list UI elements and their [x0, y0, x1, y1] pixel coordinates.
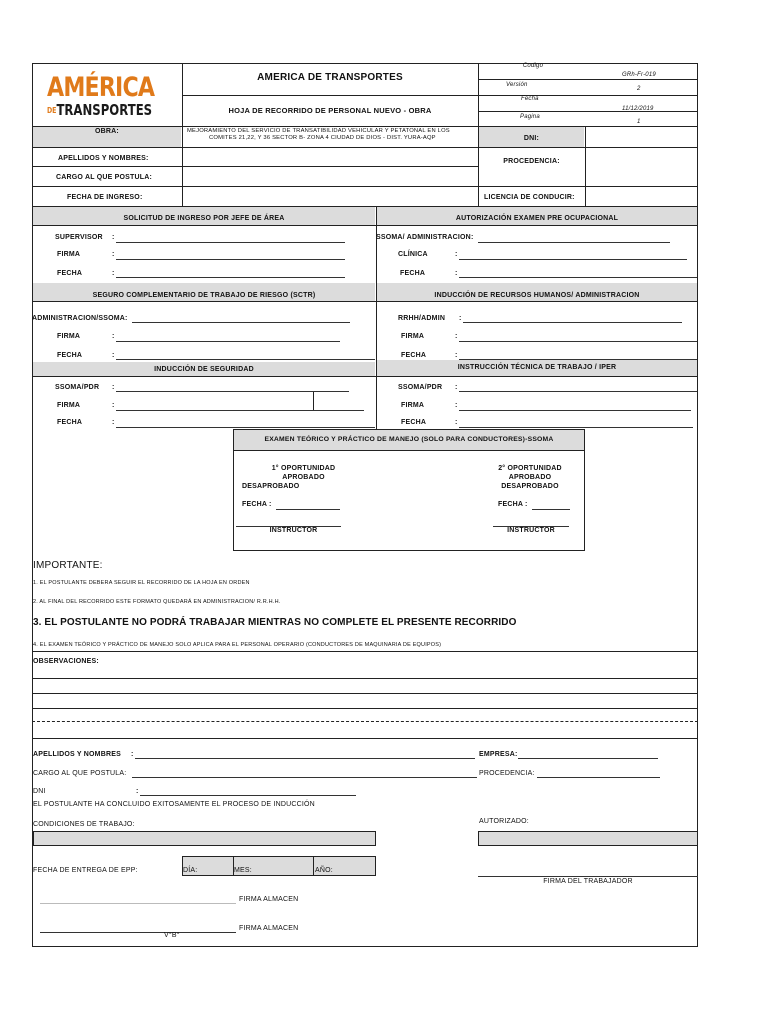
admin-ssoma-label: ADMINISTRACION/SSOMA:	[32, 315, 128, 322]
firma-label: FIRMA	[401, 402, 425, 409]
rrhh-admin-label: RRHH/ADMIN	[398, 315, 446, 322]
importante-title: IMPORTANTE:	[33, 560, 103, 571]
colon: :	[112, 333, 115, 340]
footer-apellidos-line[interactable]	[135, 758, 475, 759]
footer-cargo-line[interactable]	[132, 777, 477, 778]
exam-op1-fecha: FECHA :	[242, 501, 272, 508]
anio-label: AÑO:	[315, 867, 333, 874]
colon: :	[455, 251, 458, 258]
fecha-label: FECHA	[57, 419, 83, 426]
version-value: 2	[637, 86, 641, 92]
sctr-heading: SEGURO COMPLEMENTARIO DE TRABAJO DE RIESGO (SCTR)	[92, 292, 316, 299]
exam-op2-instructor: INSTRUCTOR	[507, 527, 555, 534]
instruccion-heading: INSTRUCCIÓN TÉCNICA DE TRABAJO / IPER	[457, 364, 617, 371]
epp-divider	[313, 856, 314, 876]
licencia-label: LICENCIA DE CONDUCIR:	[484, 194, 575, 201]
exam-op1-aprobado: APROBADO	[282, 474, 325, 481]
grid-line	[585, 126, 586, 206]
admin-ssoma-line[interactable]	[132, 322, 350, 323]
firma-trabajador-line[interactable]	[478, 876, 698, 877]
fecha-line[interactable]	[459, 277, 697, 278]
version-label: Versión	[506, 82, 528, 88]
note-1: 1. EL POSTULANTE DEBERA SEGUIR EL RECORRIDO DE LA HOJA EN ORDEN	[33, 580, 250, 586]
header-divider	[478, 95, 698, 96]
header-divider	[478, 111, 698, 112]
colon: :	[112, 270, 115, 277]
procedencia-label: PROCEDENCIA:	[503, 158, 560, 165]
observaciones-line[interactable]	[32, 678, 698, 679]
footer-apellidos-label: APELLIDOS Y NOMBRES	[33, 751, 121, 758]
exam-op2-fecha-line[interactable]	[532, 509, 570, 510]
colon: :	[131, 751, 134, 758]
grid-line	[32, 376, 698, 377]
obra-label: OBRA:	[95, 128, 119, 135]
ssoma-admin-label: SSOMA/ ADMINISTRACION:	[376, 234, 474, 241]
fecha-line[interactable]	[116, 277, 345, 278]
exam-op1: 1° OPORTUNIDAD	[271, 465, 336, 472]
dia-label: DÍA:	[183, 867, 198, 874]
cut-line	[32, 721, 698, 722]
condiciones-label: CONDICIONES DE TRABAJO:	[33, 821, 135, 828]
note-3: 3. EL POSTULANTE NO PODRÁ TRABAJAR MIENTRAS NO COMPLETE EL PRESENTE RECORRIDO	[33, 617, 517, 628]
grid-line	[32, 186, 698, 187]
fecha-ingreso-label: FECHA DE INGRESO:	[67, 194, 143, 201]
mes-label: MES:	[234, 867, 252, 874]
colon: :	[455, 402, 458, 409]
rrhh-admin-line[interactable]	[463, 322, 682, 323]
fecha-label: FECHA	[57, 270, 83, 277]
company-name: AMERICA DE TRANSPORTES	[257, 72, 403, 83]
colon: :	[112, 352, 115, 359]
fecha-epp-field[interactable]	[182, 856, 376, 876]
fecha-epp-label: FECHA DE ENTREGA DE EPP:	[33, 867, 138, 874]
colon: :	[455, 419, 458, 426]
firma-trabajador-label: FIRMA DEL TRABAJADOR	[543, 878, 633, 885]
exam-op1-instructor: INSTRUCTOR	[269, 527, 318, 534]
exam-title: EXAMEN TEÓRICO Y PRÁCTICO DE MANEJO (SOLO PARA CONDUCTORES)-SSOMA	[264, 436, 554, 443]
exam-op2: 2° OPORTUNIDAD	[498, 465, 562, 472]
grid-line	[32, 147, 698, 148]
grid-line	[32, 166, 478, 167]
autorizacion-heading: AUTORIZACIÓN EXAMEN PRE OCUPACIONAL	[455, 215, 619, 222]
supervisor-line[interactable]	[116, 242, 345, 243]
codigo-value: GRh-Fr-019	[622, 72, 656, 78]
colon: :	[459, 315, 462, 322]
induccion-seguridad-heading: INDUCCIÓN DE SEGURIDAD	[154, 366, 254, 373]
exam-op2-aprobado: APROBADO	[508, 474, 552, 481]
colon: :	[136, 788, 139, 795]
autorizado-field[interactable]	[478, 831, 698, 846]
firma-line[interactable]	[116, 259, 345, 260]
ssoma-admin-line[interactable]	[478, 242, 670, 243]
ssoma-pdr-line[interactable]	[116, 391, 349, 392]
obra-value-line2: COMITES 21,22, Y 36 SECTOR B- ZONA 4 CIUDAD DE DIOS - DIST. YURA-AQP	[209, 135, 436, 141]
firma-line[interactable]	[116, 341, 340, 342]
footer-dni-label: DNI	[33, 788, 46, 795]
grid-line	[32, 225, 698, 226]
pagina-label: Pagina	[520, 114, 540, 120]
note-2: 2. AL FINAL DEL RECORRIDO ESTE FORMATO QUEDARÁ EN ADMINISTRACION/ R.R.H.H.	[33, 599, 281, 605]
vb-label: V°B°	[164, 932, 180, 939]
obra-value-line1: MEJORAMIENTO DEL SERVICIO DE TRANSATIBILIDAD VEHICULAR Y PETATONAL EN LOS	[187, 128, 450, 134]
footer-dni-line[interactable]	[140, 795, 356, 796]
observaciones-label: OBSERVACIONES:	[33, 658, 99, 665]
colon: :	[455, 352, 458, 359]
firma-almacen-label: FIRMA ALMACEN	[239, 896, 299, 903]
grid-line	[32, 738, 698, 739]
colon: :	[455, 384, 458, 391]
clinica-line[interactable]	[459, 259, 687, 260]
fecha-line[interactable]	[116, 427, 375, 428]
fecha-value: 11/12/2019	[622, 106, 654, 112]
cargo-label: CARGO AL QUE POSTULA:	[56, 174, 152, 181]
observaciones-line[interactable]	[32, 693, 698, 694]
header-divider	[182, 95, 478, 96]
header-divider	[478, 79, 698, 80]
ssoma-pdr-line[interactable]	[459, 391, 697, 392]
firma-line[interactable]	[459, 341, 697, 342]
codigo-label: Codigo	[522, 63, 544, 69]
rrhh-heading: INDUCCIÓN DE RECURSOS HUMANOS/ ADMINISTRACION	[434, 292, 640, 299]
grid-line	[32, 301, 698, 302]
exam-op1-desaprobado: DESAPROBADO	[242, 483, 300, 490]
condiciones-field[interactable]	[33, 831, 376, 846]
solicitud-heading: SOLICITUD DE INGRESO POR JEFE DE ÁREA	[123, 215, 285, 222]
firma-almacen-line[interactable]	[40, 903, 236, 904]
dni-label: DNI:	[523, 135, 540, 142]
exam-op2-desaprobado: DESAPROBADO	[501, 483, 559, 490]
fecha-label: Fecha	[521, 96, 539, 102]
colon: :	[112, 384, 115, 391]
concluido-text: EL POSTULANTE HA CONCLUIDO EXITOSAMENTE EL PROCESO DE INDUCCIÓN	[33, 801, 315, 808]
ssoma-pdr-label: SSOMA/PDR	[398, 384, 443, 391]
firma-label: FIRMA	[401, 333, 425, 340]
clinica-label: CLÍNICA	[398, 251, 428, 258]
firma-line[interactable]	[459, 410, 691, 411]
fecha-label: FECHA	[401, 352, 427, 359]
note-4: 4. EL EXAMEN TEÓRICO Y PRÁCTICO DE MANEJO SOLO APLICA PARA EL PERSONAL OPERARIO (CONDUCTORES DE MAQUINARIA DE EQUIPOS)	[33, 642, 442, 648]
footer-cargo-label: CARGO AL QUE POSTULA:	[33, 770, 127, 777]
colon: :	[455, 333, 458, 340]
firma-almacen-line-2[interactable]	[40, 932, 236, 933]
colon: :	[112, 251, 115, 258]
footer-procedencia-label: PROCEDENCIA:	[479, 770, 535, 777]
fecha-label: FECHA	[400, 270, 426, 277]
footer-empresa-line[interactable]	[518, 758, 658, 759]
colon: :	[112, 402, 115, 409]
fecha-label: FECHA	[401, 419, 427, 426]
ssoma-pdr-label: SSOMA/PDR	[55, 384, 100, 391]
colon: :	[455, 270, 458, 277]
colon: :	[112, 419, 115, 426]
fecha-line[interactable]	[116, 359, 375, 360]
exam-op1-fecha-line[interactable]	[276, 509, 340, 510]
pagina-value: 1	[637, 119, 641, 125]
footer-empresa-label: EMPRESA:	[479, 751, 518, 758]
firma-label: FIRMA	[57, 402, 81, 409]
grid-line	[32, 651, 698, 652]
firma-line[interactable]	[116, 410, 364, 411]
firma-almacen-label-2: FIRMA ALMACEN	[239, 925, 299, 932]
supervisor-label: SUPERVISOR	[55, 234, 103, 241]
fecha-label: FECHA	[57, 352, 83, 359]
observaciones-line[interactable]	[32, 708, 698, 709]
footer-procedencia-line[interactable]	[537, 777, 660, 778]
exam-title-line	[233, 450, 585, 451]
colon: :	[112, 234, 115, 241]
firma-cell-divider	[313, 392, 314, 410]
autorizado-label: AUTORIZADO:	[479, 818, 529, 825]
apellidos-label: APELLIDOS Y NOMBRES:	[58, 155, 149, 162]
firma-label: FIRMA	[57, 333, 81, 340]
firma-label: FIRMA	[57, 251, 81, 258]
fecha-line[interactable]	[459, 427, 693, 428]
exam-op2-fecha: FECHA :	[498, 501, 528, 508]
document-title: HOJA DE RECORRIDO DE PERSONAL NUEVO - OBRA	[228, 106, 432, 115]
